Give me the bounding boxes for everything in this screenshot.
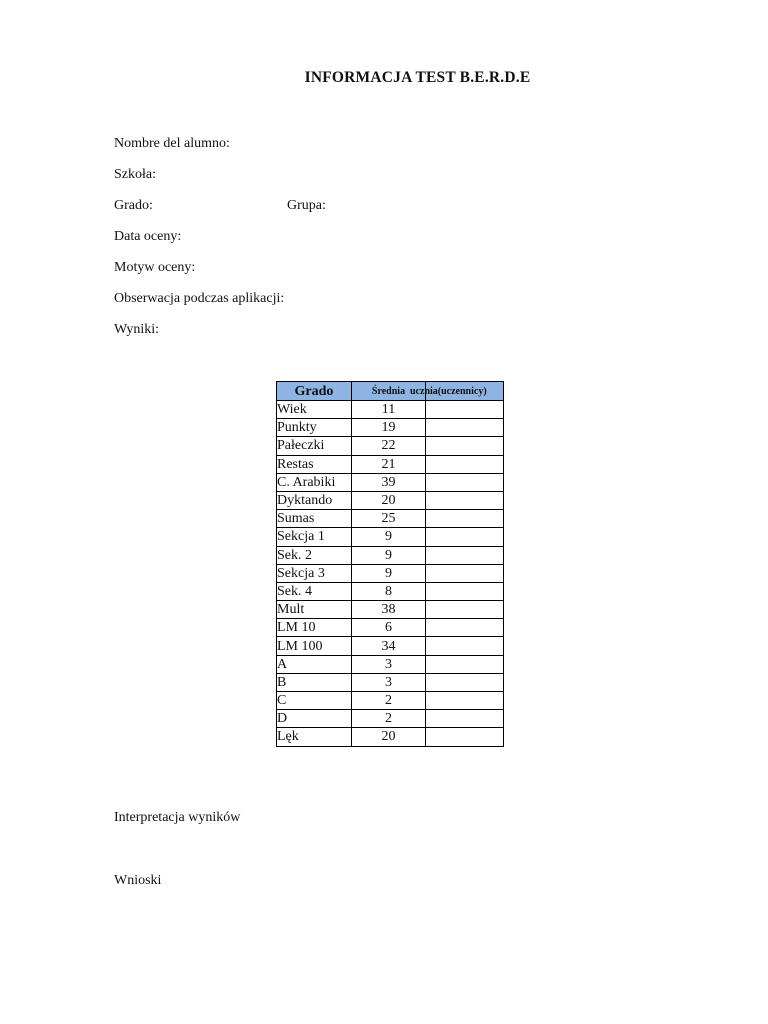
header-uczen-label: ucznia(uczennicy) — [410, 385, 487, 397]
table-row — [277, 419, 504, 437]
row-name-cell: Lęk — [277, 728, 352, 746]
field-szkola: Szkoła: — [114, 167, 156, 182]
row-name-cell: Dyktando — [277, 491, 352, 509]
field-grupa: Grupa: — [287, 198, 326, 213]
row-name-cell: Restas — [277, 455, 352, 473]
row-name-cell: C. Arabiki — [277, 473, 352, 491]
table-row — [277, 601, 504, 619]
row-student-cell — [426, 510, 504, 528]
table-row — [277, 710, 504, 728]
row-student-cell — [426, 564, 504, 582]
results-body — [277, 401, 504, 747]
table-row — [277, 491, 504, 509]
row-name-cell: Punkty — [277, 419, 352, 437]
row-average-cell: 34 — [352, 637, 426, 655]
table-header-row — [277, 382, 504, 401]
row-name-cell: LM 100 — [277, 637, 352, 655]
row-name-cell: Pałeczki — [277, 437, 352, 455]
row-name-cell: Sekcja 1 — [277, 528, 352, 546]
row-name-cell: B — [277, 673, 352, 691]
row-name-cell: Sekcja 3 — [277, 564, 352, 582]
row-student-cell — [426, 473, 504, 491]
table-row — [277, 655, 504, 673]
field-motyw-oceny: Motyw oceny: — [114, 260, 196, 275]
header-grado: Grado — [277, 382, 352, 401]
table-row — [277, 473, 504, 491]
row-student-cell — [426, 437, 504, 455]
row-average-cell: 39 — [352, 473, 426, 491]
section-interpretacja: Interpretacja wyników — [114, 810, 241, 825]
field-wyniki: Wyniki: — [114, 322, 160, 337]
header-uczen — [410, 382, 504, 401]
table-row — [277, 401, 504, 419]
row-average-cell: 20 — [352, 728, 426, 746]
row-student-cell — [426, 637, 504, 655]
row-student-cell — [426, 528, 504, 546]
table-row — [277, 673, 504, 691]
row-student-cell — [426, 710, 504, 728]
row-name-cell: Sumas — [277, 510, 352, 528]
table-row — [277, 692, 504, 710]
row-average-cell: 6 — [352, 619, 426, 637]
row-name-cell: A — [277, 655, 352, 673]
row-average-cell: 2 — [352, 692, 426, 710]
row-student-cell — [426, 601, 504, 619]
field-nombre: Nombre del alumno: — [114, 136, 230, 151]
row-average-cell: 21 — [352, 455, 426, 473]
document-title: INFORMACJA TEST B.E.R.D.E — [304, 69, 531, 86]
row-average-cell: 19 — [352, 419, 426, 437]
row-average-cell: 11 — [352, 401, 426, 419]
table-row — [277, 455, 504, 473]
row-name-cell: Wiek — [277, 401, 352, 419]
row-average-cell: 25 — [352, 510, 426, 528]
row-student-cell — [426, 455, 504, 473]
row-average-cell: 20 — [352, 491, 426, 509]
table-row — [277, 546, 504, 564]
row-student-cell — [426, 546, 504, 564]
row-name-cell: LM 10 — [277, 619, 352, 637]
row-student-cell — [426, 692, 504, 710]
row-average-cell: 3 — [352, 673, 426, 691]
row-name-cell: Sek. 2 — [277, 546, 352, 564]
table-row — [277, 528, 504, 546]
field-grado: Grado: — [114, 198, 153, 213]
row-student-cell — [426, 491, 504, 509]
table-row — [277, 564, 504, 582]
row-average-cell: 9 — [352, 546, 426, 564]
row-name-cell: D — [277, 710, 352, 728]
field-data-oceny: Data oceny: — [114, 229, 182, 244]
table-row — [277, 637, 504, 655]
row-student-cell — [426, 673, 504, 691]
table-row — [277, 510, 504, 528]
row-average-cell: 8 — [352, 582, 426, 600]
row-student-cell — [426, 401, 504, 419]
row-average-cell: 38 — [352, 601, 426, 619]
table-row — [277, 728, 504, 746]
row-name-cell: Mult — [277, 601, 352, 619]
row-student-cell — [426, 655, 504, 673]
table-row — [277, 619, 504, 637]
results-table — [276, 381, 504, 747]
table-row — [277, 437, 504, 455]
row-average-cell: 3 — [352, 655, 426, 673]
row-average-cell: 2 — [352, 710, 426, 728]
header-srednia: Średnia — [352, 382, 426, 401]
row-average-cell: 22 — [352, 437, 426, 455]
table-row — [277, 582, 504, 600]
row-average-cell: 9 — [352, 564, 426, 582]
row-average-cell: 9 — [352, 528, 426, 546]
section-wnioski: Wnioski — [114, 873, 162, 888]
row-name-cell: C — [277, 692, 352, 710]
row-student-cell — [426, 619, 504, 637]
row-student-cell — [426, 419, 504, 437]
row-student-cell — [426, 728, 504, 746]
row-name-cell: Sek. 4 — [277, 582, 352, 600]
field-obserwacja: Obserwacja podczas aplikacji: — [114, 291, 285, 306]
row-student-cell — [426, 582, 504, 600]
